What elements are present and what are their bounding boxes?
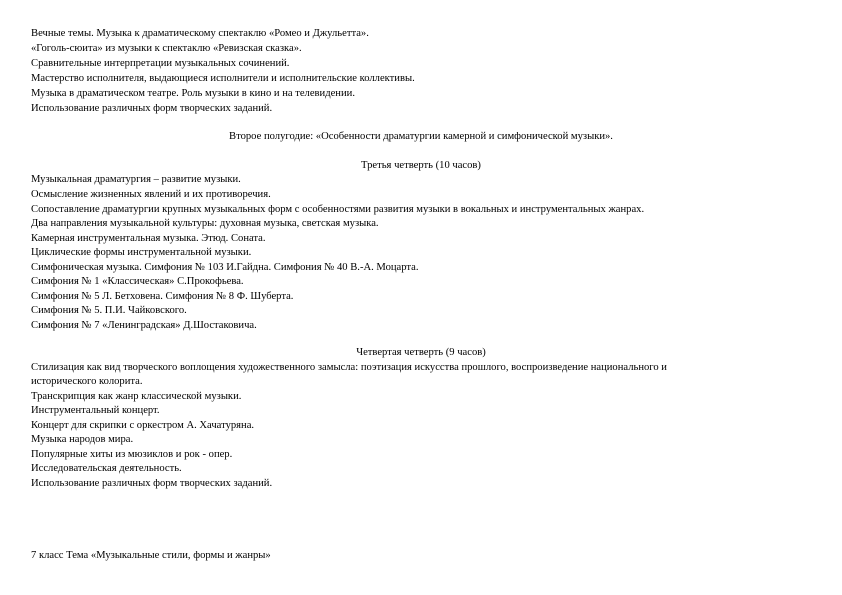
quarter3-line: Осмысление жизненных явлений и их противоречия. [31, 189, 271, 200]
quarter4-line: Популярные хиты из мюзиклов и рок - опер. [31, 449, 233, 460]
quarter3-line: Сопоставление драматургии крупных музыкальных форм с особенностями развития музыки в вокальных и инструментальных жанрах. [31, 204, 645, 215]
quarter4-line: Исследовательская деятельность. [31, 463, 182, 474]
quarter4-line: Использование различных форм творческих заданий. [31, 478, 273, 489]
quarter3-line: Камерная инструментальная музыка. Этюд. Соната. [31, 233, 266, 244]
intro-line: «Гоголь-сюита» из музыки к спектаклю «Ревизская сказка». [31, 43, 302, 54]
second-half-heading: Второе полугодие: «Особенности драматургии камерной и симфонической музыки». [229, 131, 613, 142]
quarter4-line: Инструментальный концерт. [31, 405, 160, 416]
quarter3-line: Симфония № 1 «Классическая» С.Прокофьева. [31, 276, 244, 287]
quarter3-line: Симфония № 7 «Ленинградская» Д.Шостаковича. [31, 320, 257, 331]
grade-topic-footer: 7 класс Тема «Музыкальные стили, формы и жанры» [31, 550, 271, 561]
quarter3-line: Симфоническая музыка. Симфония № 103 И.Гайдна. Симфония № 40 В.-А. Моцарта. [31, 262, 419, 273]
quarter4-line: Стилизация как вид творческого воплощения художественного замысла: поэтизация искусства прошлого, воспроизведение национального и [31, 362, 667, 373]
quarter3-line: Симфония № 5. П.И. Чайковского. [31, 305, 187, 316]
quarter4-line: Концерт для скрипки с оркестром А. Хачатуряна. [31, 420, 255, 431]
intro-line: Использование различных форм творческих заданий. [31, 103, 273, 114]
quarter3-heading: Третья четверть (10 часов) [361, 160, 481, 171]
quarter3-line: Симфония № 5 Л. Бетховена. Симфония № 8 Ф. Шуберта. [31, 291, 294, 302]
quarter4-line: исторического колорита. [31, 376, 143, 387]
intro-line: Мастерство исполнителя, выдающиеся исполнители и исполнительские коллективы. [31, 73, 415, 84]
intro-line: Сравнительные интерпретации музыкальных сочинений. [31, 58, 290, 69]
quarter3-line: Циклические формы инструментальной музыки. [31, 247, 252, 258]
quarter4-line: Музыка народов мира. [31, 434, 134, 445]
intro-line: Музыка в драматическом театре. Роль музыки в кино и на телевидении. [31, 88, 355, 99]
quarter4-line: Транскрипция как жанр классической музыки. [31, 391, 242, 402]
quarter4-heading: Четвертая четверть (9 часов) [356, 347, 486, 358]
quarter3-line: Музыкальная драматургия – развитие музыки. [31, 174, 241, 185]
quarter3-line: Два направления музыкальной культуры: духовная музыка, светская музыка. [31, 218, 379, 229]
intro-line: Вечные темы. Музыка к драматическому спектаклю «Ромео и Джульетта». [31, 28, 369, 39]
